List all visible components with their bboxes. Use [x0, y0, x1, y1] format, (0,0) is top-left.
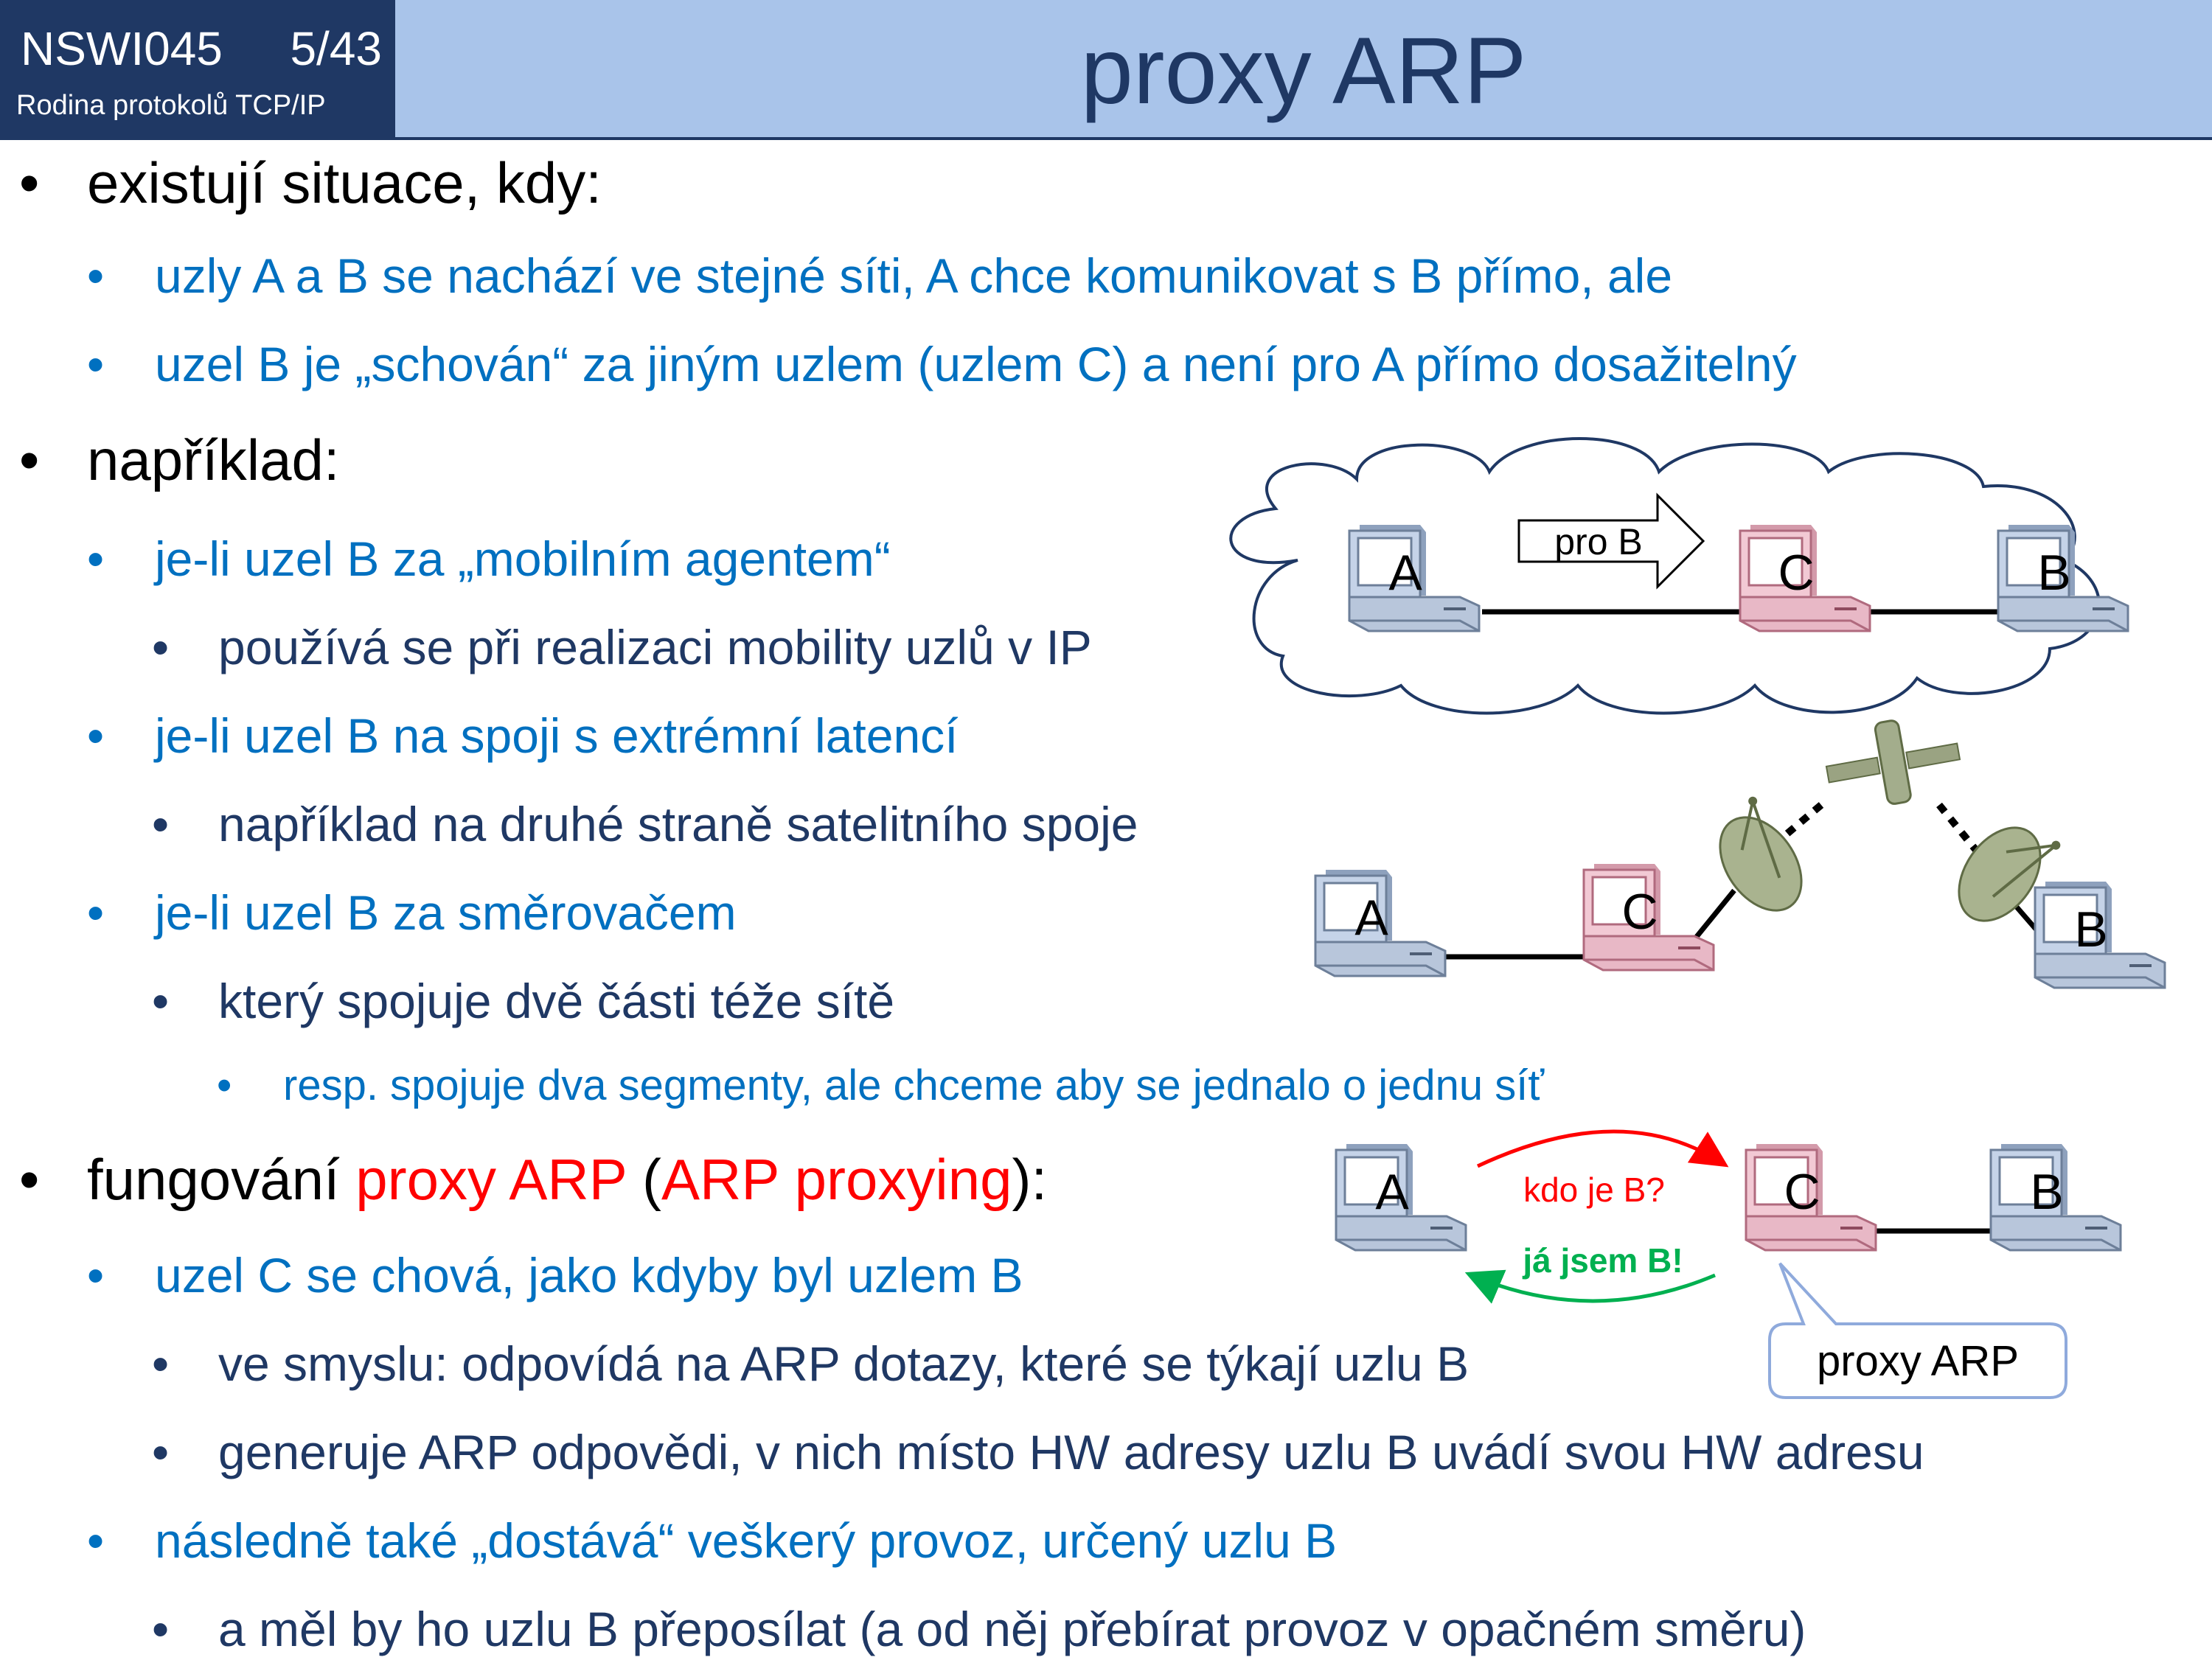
bullet-glyph: •: [152, 1602, 170, 1656]
bullet-segments: resp. spojuje dva segmenty, ale chceme aby se jednalo o jednu síť: [283, 1061, 1545, 1109]
operation-paren-open: (: [626, 1147, 662, 1212]
bullet-router: je-li uzel B za směrovačem: [155, 885, 737, 940]
satellite-icon: [1820, 710, 1966, 815]
proxy-arp-callout-label: proxy ARP: [1817, 1337, 2019, 1385]
bullet-glyph: •: [217, 1061, 232, 1109]
bullet-glyph: •: [152, 620, 170, 674]
arp-query-label: kdo je B?: [1523, 1171, 1665, 1209]
diagram2-node-c: C: [1621, 884, 1658, 940]
bullet-mobile-agent: je-li uzel B za „mobilním agentem“: [155, 531, 891, 586]
diagram3-node-c: C: [1784, 1164, 1820, 1220]
page-number: 5/43: [290, 22, 382, 75]
bullet-glyph: •: [152, 974, 170, 1028]
diagram3-node-a: A: [1375, 1164, 1409, 1220]
bullet-glyph: •: [19, 1147, 40, 1212]
bullet-two-parts: který spojuje dvě části téže sítě: [218, 974, 895, 1028]
bullet-glyph: •: [152, 1336, 170, 1391]
bullet-glyph: •: [87, 248, 105, 303]
bullet-glyph: •: [19, 150, 40, 215]
diagram2-node-a: A: [1354, 890, 1388, 946]
operation-prefix: fungování: [87, 1147, 356, 1212]
bullet-latency-link: je-li uzel B na spoji s extrémní latencí: [155, 708, 959, 763]
satellite-dish-icon: [1698, 795, 1818, 925]
bullet-generates-replies: generuje ARP odpovědi, v nich místo HW adresy uzlu B uvádí svou HW adresu: [218, 1425, 1924, 1479]
diagram2-node-b: B: [2074, 902, 2108, 958]
bullet-glyph: •: [87, 708, 105, 763]
bullet-glyph: •: [87, 337, 105, 391]
bullet-glyph: •: [87, 885, 105, 940]
arp-reply-label: já jsem B!: [1523, 1241, 1683, 1280]
bullet-situations: existují situace, kdy:: [87, 150, 602, 215]
course-code: NSWI045: [21, 22, 223, 75]
bullet-example: například:: [87, 428, 340, 492]
slide-title: proxy ARP: [1080, 18, 1527, 124]
arp-proxying-term: ARP proxying: [661, 1147, 1012, 1212]
bullet-glyph: •: [152, 797, 170, 851]
bullet-glyph: •: [87, 531, 105, 586]
diagram1-node-b: B: [2037, 545, 2071, 601]
diagram3-node-b: B: [2030, 1164, 2064, 1220]
diagram1-node-a: A: [1388, 545, 1422, 601]
bullet-glyph: •: [87, 1513, 105, 1568]
course-name: Rodina protokolů TCP/IP: [16, 90, 326, 121]
bullet-glyph: •: [152, 1425, 170, 1479]
diagram1-node-c: C: [1778, 545, 1815, 601]
bullet-same-network: uzly A a B se nachází ve stejné síti, A chce komunikovat s B přímo, ale: [155, 248, 1673, 303]
operation-suffix: ):: [1012, 1147, 1048, 1212]
bullet-receives-traffic: následně také „dostává“ veškerý provoz, určený uzlu B: [155, 1513, 1338, 1568]
bullet-forwarding: a měl by ho uzlu B přeposílat (a od něj přebírat provoz v opačném směru): [218, 1602, 1806, 1656]
diagram1-arrow-label: pro B: [1554, 521, 1643, 562]
bullet-ip-mobility: používá se při realizaci mobility uzlů v IP: [218, 620, 1092, 674]
bullet-hidden-node: uzel B je „schován“ za jiným uzlem (uzlem C) a není pro A přímo dosažitelný: [155, 337, 1797, 391]
bullet-glyph: •: [87, 1248, 105, 1302]
sat-link-c-dish: [1696, 890, 1734, 938]
bullet-answers-queries: ve smyslu: odpovídá na ARP dotazy, které se týkají uzlu B: [218, 1336, 1470, 1391]
bullet-node-c-acts: uzel C se chová, jako kdyby byl uzlem B: [155, 1248, 1023, 1302]
bullet-satellite: například na druhé straně satelitního spoje: [218, 797, 1138, 851]
proxy-arp-term: proxy ARP: [355, 1147, 627, 1212]
bullet-glyph: •: [19, 428, 40, 492]
arp-query-arrow-icon: [1478, 1131, 1722, 1166]
